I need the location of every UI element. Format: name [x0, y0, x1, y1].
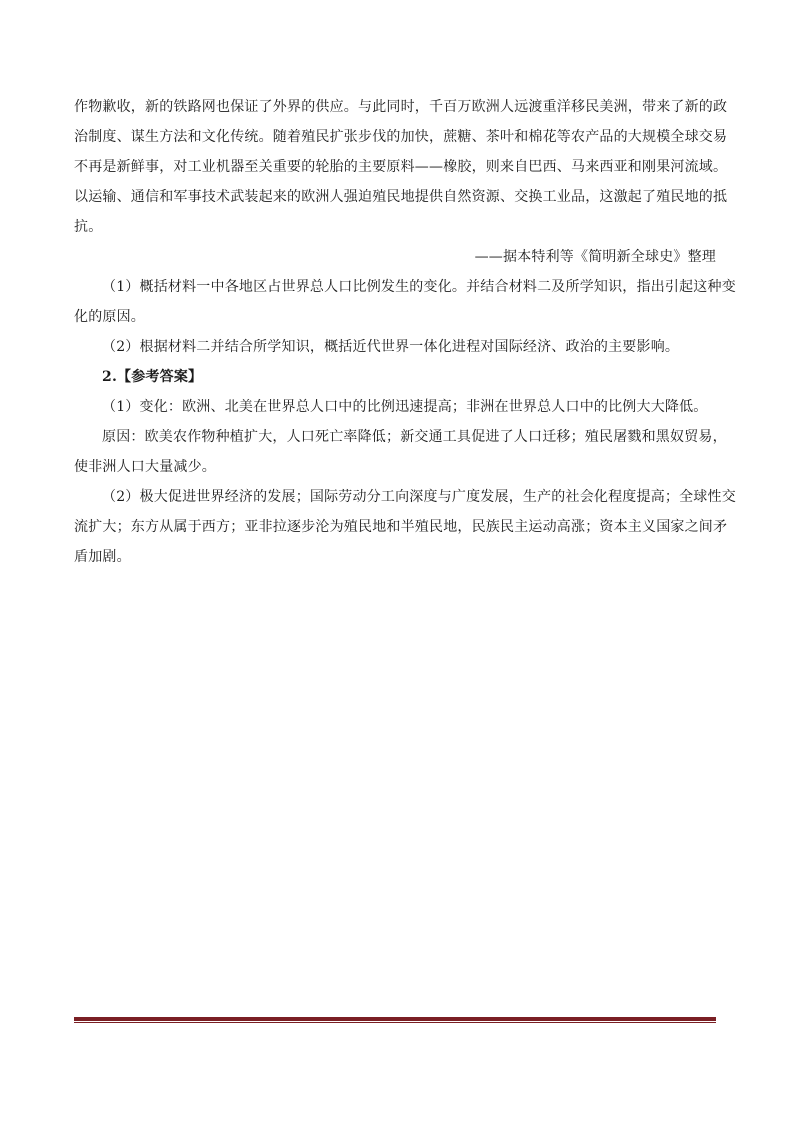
- question-1: （1）概括材料一中各地区占世界总人口比例发生的变化。并结合材料二及所学知识，指出引起这种变: [102, 279, 736, 295]
- question-1-cont: 化的原因。: [74, 309, 145, 325]
- material-text-line: 以运输、通信和军事技术武装起来的欧洲人强迫殖民地提供自然资源、交换工业品，这激起了殖民地的抵: [74, 189, 728, 205]
- question-2: （2）根据材料二并结合所学知识，概括近代世界一体化进程对国际经济、政治的主要影响。: [102, 339, 680, 355]
- material-text-line: 治制度、谋生方法和文化传统。随着殖民扩张步伐的加快，蔗糖、茶叶和棉花等农产品的大规模全球交易: [74, 129, 728, 145]
- answer-2-end: 盾加剧。: [74, 549, 131, 565]
- answer-1-reason: 原因：欧美农作物种植扩大，人口死亡率降低；新交通工具促进了人口迁移；殖民屠戮和黑奴贸易，: [102, 429, 727, 445]
- material-source: ——据本特利等《简明新全球史》整理: [474, 249, 716, 265]
- material-text-line: 抗。: [74, 219, 103, 235]
- document-body: [74, 92, 736, 572]
- footer-divider: [74, 1017, 716, 1021]
- answer-1-reason-cont: 使非洲人口大量减少。: [74, 459, 216, 475]
- answer-2: （2）极大促进世界经济的发展；国际劳动分工向深度与广度发展，生产的社会化程度提高；全球性交: [102, 489, 736, 505]
- answer-2-cont: 流扩大；东方从属于西方；亚非拉逐步沦为殖民地和半殖民地，民族民主运动高涨；资本主义国家之间矛: [74, 519, 728, 535]
- answer-1-change: （1）变化：欧洲、北美在世界总人口中的比例迅速提高；非洲在世界总人口中的比例大大降低。: [102, 399, 708, 415]
- material-text-line: 作物歉收，新的铁路网也保证了外界的供应。与此同时，千百万欧洲人远渡重洋移民美洲，带来了新的政: [74, 99, 728, 115]
- material-text-line: 不再是新鲜事，对工业机器至关重要的轮胎的主要原料——橡胶，则来自巴西、马来西亚和刚果河流域。: [74, 159, 728, 175]
- answer-heading: 2.【参考答案】: [102, 369, 203, 385]
